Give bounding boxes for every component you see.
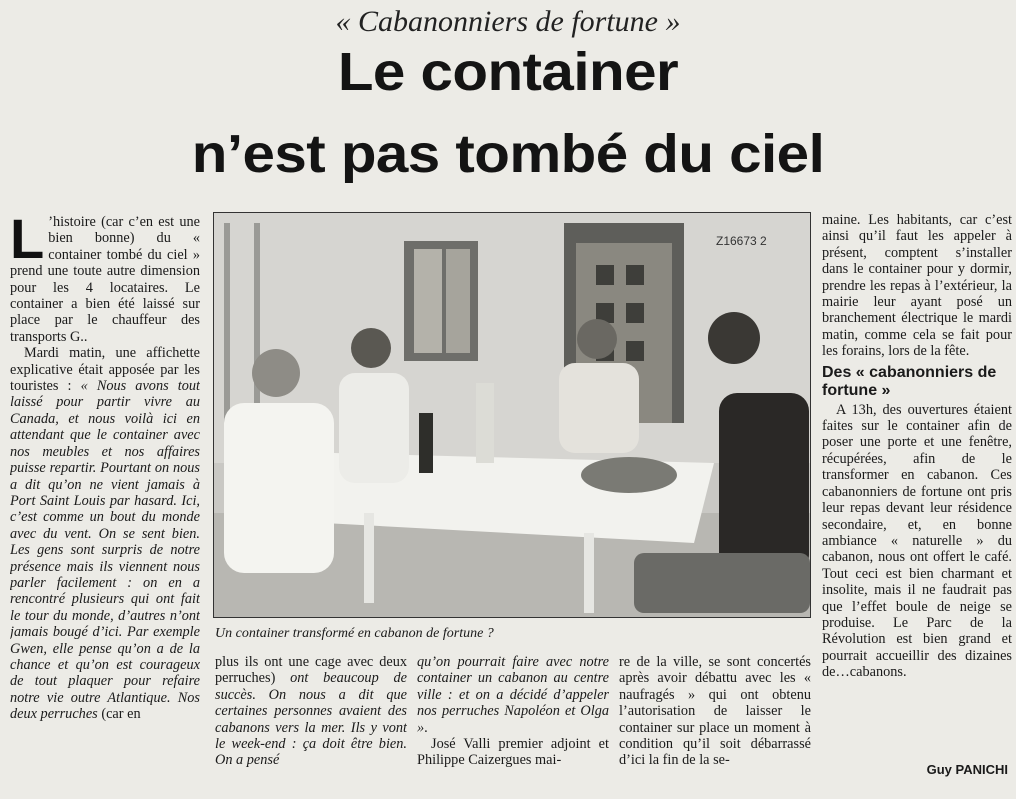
author-byline: Guy PANICHI [926,762,1008,777]
headline-line-1: Le container [337,42,679,102]
column-1-paragraph-2: Mardi matin, une affichette explicative était apposée par les touristes : [10,345,200,395]
drop-cap: L [10,214,45,270]
section-subhead: Des « cabanonniers de fortune » [822,363,997,399]
article-column-3 [417,654,609,786]
article-column-4 [619,654,811,786]
column-3-quote: qu’on pourrait faire avec notre container un cabanon au centre ville : et on a décidé d’appeler nos perruches Napoléon et Olga » [417,654,609,736]
headline-line-2: n’est pas tombé du ciel [191,124,825,184]
article-photo [213,212,811,618]
column-1-tail: (car en [97,706,141,723]
column-1-paragraph-1: ’histoire (car c’en est une bien bonne) du « container tombé du ciel » prend une toute autre dimension pour les 4 locataires. Le container a bien été laissé sur place par le chauffeur des transports G.. [10,214,200,345]
column-3-paragraph-2: José Valli premier adjoint et Philippe Caizergues mai- [417,736,609,769]
column-2-quote: ont beaucoup de succès. On nous a dit que certaines personnes avaient des cabanons vers la mer. Ils y vont le week-end : ça doit être bien. On a pensé [215,670,407,769]
column-1-quote: « Nous avons tout laissé pour partir vivre au Canada, et nous voilà ici en attendant que le container avec nos meubles et nos affaires puisse repartir. Pourtant on nous a dit qu’on ne vient jamais à Port Saint Louis par hasard. Ici, c’est comme un bout du monde avec du vent. On se sent bien. Les gens sont surpris de notre présence mais ils viennent nous parler facilement : on en a rencontré plusieurs qui ont fait le tour du monde, d’autres n’ont jamais bougé d’ici. Par exemple Gwen, elle pense qu’on a de la chance et qu’on est courageux de tout plaquer pour refaire notre vie outre Atlantique. Nos deux perruches [10,378,200,723]
article-column-1 [10,214,200,794]
column-5-paragraph-1: maine. Les habitants, car c’est ainsi qu’il faut les appeler à présent, comptent s’installer dans le container pour y dormir, prendre les repas à l’extérieur, la mairie leur ayant posé un branchement électrique le mardi matin, comme cela se fait pour les forains, lors de la fête. [822,212,1012,360]
column-2-text: plus ils ont une cage avec deux perruches) [215,654,407,687]
column-5-paragraph-2: A 13h, des ouvertures étaient faites sur le container afin de poser une porte et une fenêtre, récupérées, afin de le transformer en cabanon. Ces cabanonniers de fortune ont pris leur repas devant leur résidence secondaire, et, en bonne ambiance « naturelle » du cabanon, nous ont offert le café. Tout ceci est bien charmant et insolite, mais il ne faudrait pas que l’effet boule de neige se produise. Le Parc de la Révolution est bien grand et pourrait accueillir des dizaines de…cabanons. [822,401,1012,681]
column-4-text: re de la ville, se sont concertés après avoir débattu avec les « naufragés » qui ont obtenu l’autorisation de laisser le container sur place un moment à condition qu’il soit débarrassé d’ici la fin de la se- [619,654,811,769]
article-kicker: « Cabanonniers de fortune » [335,5,681,38]
photo-illustration [214,213,810,617]
article-column-5 [822,212,1012,752]
article-column-2 [215,654,407,786]
container-number: Z16673 2 [716,234,767,248]
column-3-tail: . [424,719,428,736]
photo-caption: Un container transformé en cabanon de fortune ? [215,626,494,641]
